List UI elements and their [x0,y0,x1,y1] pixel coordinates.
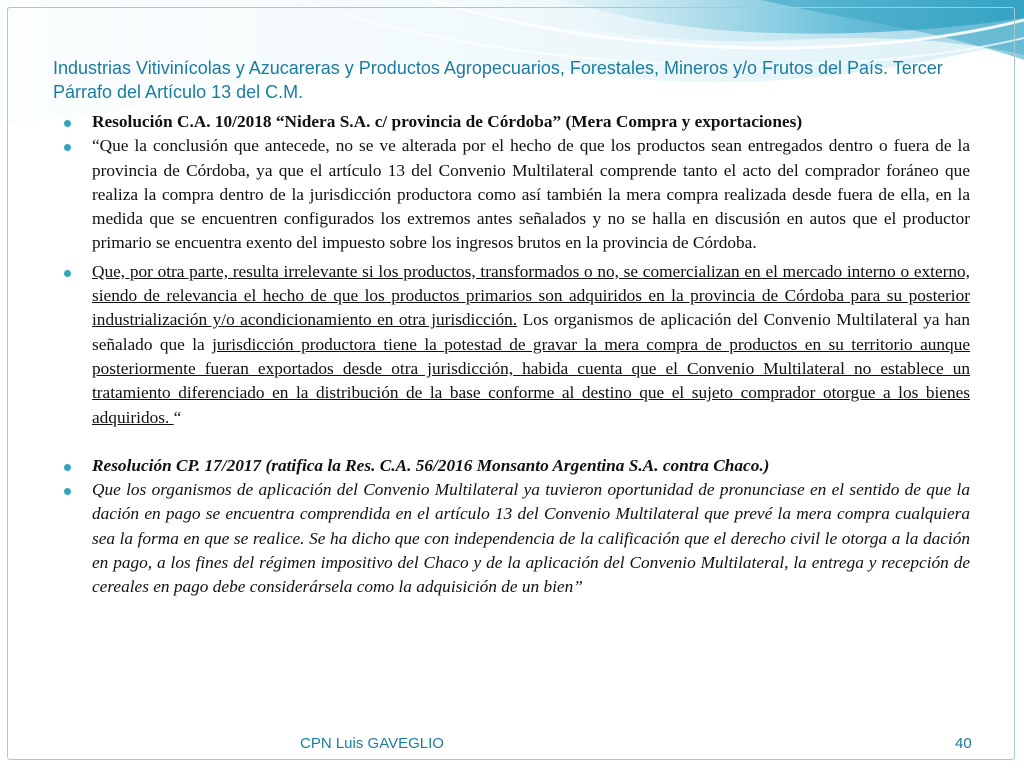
spacer [62,430,970,454]
bullet-text: Resolución C.A. 10/2018 “Nidera S.A. c/ provincia de Córdoba” (Mera Compra y exportaciones) [92,112,803,131]
bullet-irrelevante [62,260,970,430]
bullet-resolucion-monsanto [62,454,970,478]
bullet-text-underlined-1: Que, por otra parte, resulta irrelevante si los productos, transformados o no, se comercializan en el mercado interno o externo, siendo de relevancia el hecho de que los productos primarios son adquiridos en la provincia de Córdoba para su posterior industrialización y/o acondicionamiento en otra jurisdicción. [92,261,970,330]
slide-number: 40 [955,735,972,752]
bullet-text: Resolución CP. 17/2017 (ratifica la Res. C.A. 56/2016 Monsanto Argentina S.A. contra Chaco.) [92,455,770,475]
bullet-icon [64,488,71,495]
bullet-text-plain: Los organismos de aplicación del Convenio Multilateral ya han señalado que la [92,310,970,354]
bullet-quote-conclusion [62,134,970,255]
slide-content [62,110,970,600]
bullet-dacion-en-pago [62,478,970,599]
slide-title: Industrias Vitivinícolas y Azucareras y Productos Agropecuarios, Forestales, Mineros y/o Frutos del País. Tercer Párrafo del Artículo 13 del C.M. [53,58,943,102]
bullet-icon [64,144,71,151]
bullet-icon [64,270,71,277]
footer-author: CPN Luis GAVEGLIO [300,735,444,752]
bullet-icon [64,464,71,471]
bullet-icon [64,120,71,127]
bullet-resolucion-nidera [62,110,970,134]
bullet-text: Que los organismos de aplicación del Convenio Multilateral ya tuvieron oportunidad de pronunciase en el sentido de que la dación en pago se encuentra comprendida en el artículo 13 del Convenio Multilateral que prevé la mera compra cualquiera sea la forma en que se realice. Se ha dicho que con independencia de la calificación que el derecho civil le otorga a la dación en pago, a los fines del régimen impositivo del Chaco y de la aplicación del Convenio Multilateral, la entrega y recepción de cereales en pago debe considerársela como la adquisición de un bien” [92,480,970,597]
bullet-text: “Que la conclusión que antecede, no se ve alterada por el hecho de que los productos sean entregados dentro o fuera de la provincia de Córdoba, ya que el artículo 13 del Convenio Multilateral comprende tanto el acto del comprador foráneo que realiza la compra dentro de la jurisdicción productora como así también la mera compra realizada desde fuera de ella, en la medida que se encuentren configurados los extremos antes señalados y no se halla en discusión en autos que el productor primario se encuentra exento del impuesto sobre los ingresos brutos en la provincia de Córdoba. [92,136,970,253]
bullet-text-closing-quote: “ [173,407,182,427]
bullet-text-underlined-2: jurisdicción productora tiene la potestad de gravar la mera compra de productos en su territorio aunque posteriormente fueran exportados desde otra jurisdicción, habida cuenta que el Convenio Multilateral no establece un tratamiento diferenciado en la distribución de la base conforme al destino que el sujeto comprador otorgue a los bienes adquiridos. [92,334,971,427]
